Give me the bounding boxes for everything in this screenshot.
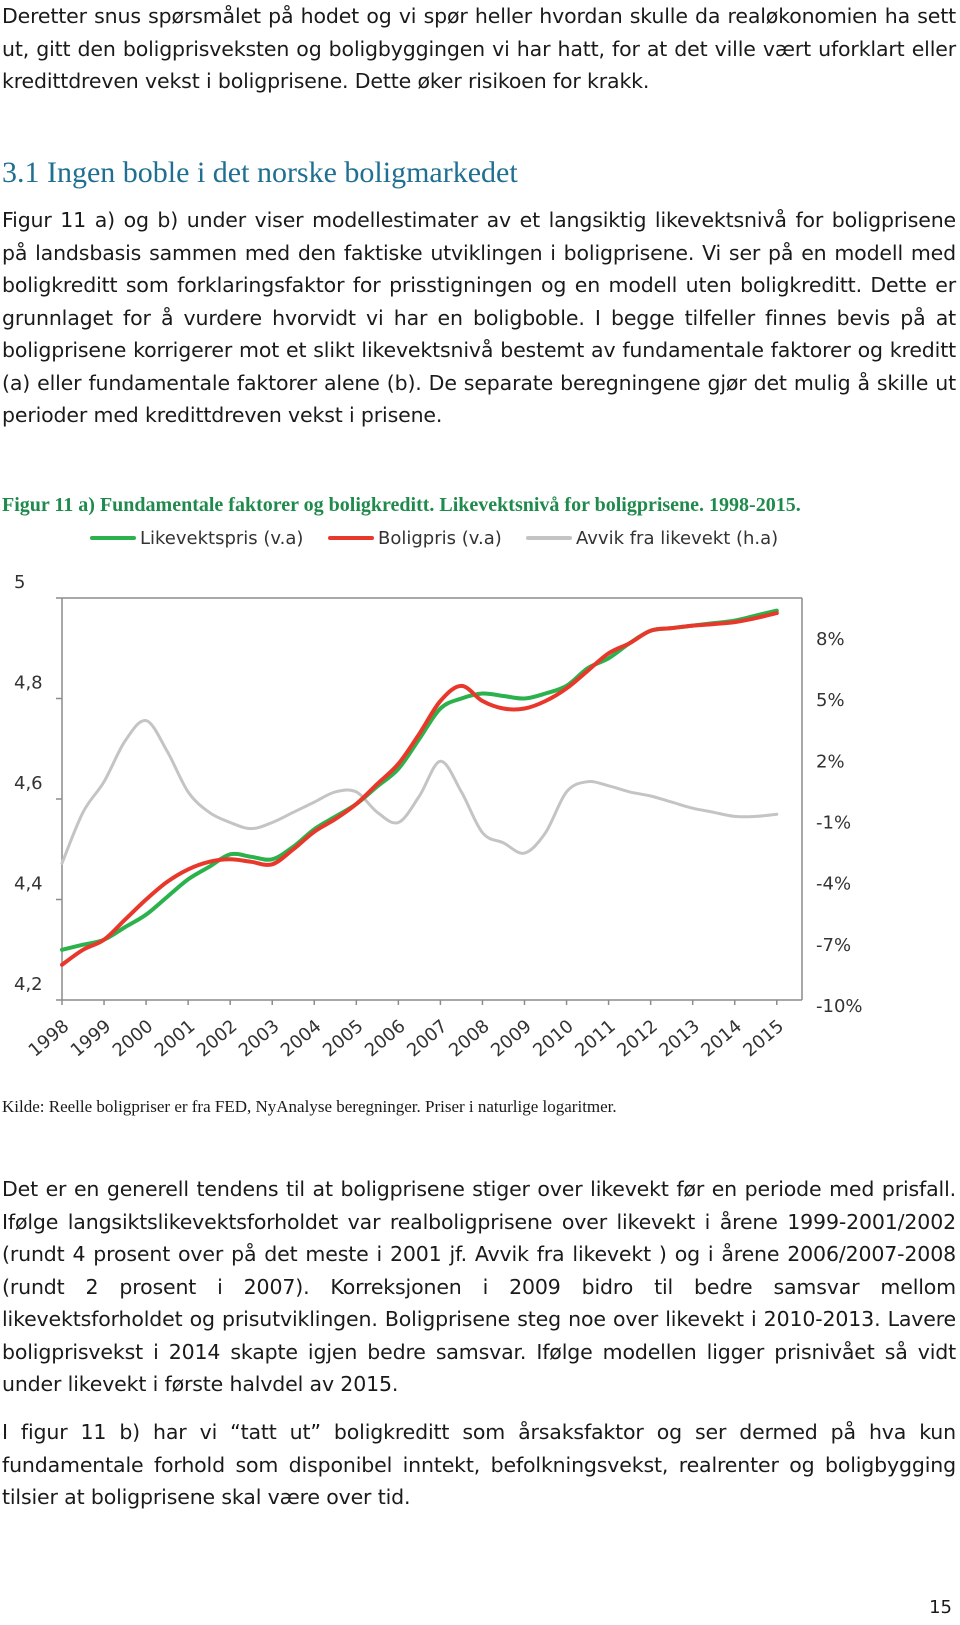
x-tick-label: 2006: [360, 1015, 410, 1062]
y-right-tick-label: -7%: [816, 934, 852, 956]
figure-title: Figur 11 a) Fundamentale faktorer og boligkreditt. Likevektsnivå for boligprisene. 1998-2015.: [2, 494, 801, 516]
chart-legend: [92, 528, 778, 549]
intro-paragraph: Deretter snus spørsmålet på hodet og vi spør heller hvordan skulle da realøkonomien ha sett ut, gitt den boligprisveksten og boligbyggingen vi har hatt, for at det ville vært uforklart eller kredittdreven vekst i boligprisene. Dette øker risikoen for krakk.: [2, 4, 956, 93]
x-tick-label: 2011: [571, 1015, 620, 1062]
x-tick-label: 2003: [234, 1015, 284, 1062]
y-left-tick-label: 4,8: [14, 672, 43, 694]
x-tick-label: 2009: [487, 1015, 536, 1062]
chart-lines: [62, 611, 777, 965]
y-left-tick-label: 4,6: [14, 773, 43, 794]
x-tick-label: 2010: [529, 1015, 578, 1062]
x-tick-label: 2012: [613, 1015, 662, 1062]
y-left-tick-label: 4,2: [14, 974, 43, 995]
y-right-tick-label: -10%: [816, 996, 863, 1017]
y-left-tick-label: 5: [14, 572, 26, 593]
page-number: 15: [929, 1597, 952, 1618]
x-tick-label: 2001: [150, 1015, 200, 1062]
y-right-tick-label: 8%: [816, 629, 845, 650]
y-left-tick-label: 4,4: [14, 873, 43, 895]
legend-label: Avvik fra likevekt (h.a): [576, 528, 779, 549]
y-right-tick-label: -1%: [816, 812, 852, 834]
x-tick-label: 1999: [66, 1015, 116, 1062]
legend-label: Boligpris (v.a): [378, 528, 502, 549]
line-chart: [0, 520, 960, 1080]
analysis-paragraph: Det er en generell tendens til at boligprisene stiger over likevekt før en periode med prisfall. Ifølge langsiktslikevektsforholdet var realboligprisene over likevekt i årene 1999-2001/2002 (rundt 4 prosent over på det meste i 2001 jf. Avvik fra likevekt ) og i årene 2006/2007-2008 (rundt 2 prosent i 2007). Korreksjonen i 2009 bidro til bedre samsvar mellom likevektsforholdet og prisutviklingen. Boligprisene steg noe over likevekt i 2010-2013. Lavere boligprisvekst i 2014 skapte igjen bedre samsvar. Ifølge modellen ligger prisnivået så vidt under likevekt i første halvdel av 2015.: [2, 1177, 956, 1396]
x-tick-label: 2000: [108, 1015, 158, 1062]
x-tick-label: 2013: [655, 1015, 704, 1062]
x-tick-label: 2004: [276, 1015, 326, 1062]
x-tick-label: 2007: [403, 1015, 452, 1062]
section-heading: 3.1 Ingen boble i det norske boligmarkedet: [2, 156, 518, 189]
y-right-tick-label: -4%: [816, 873, 852, 895]
x-tick-label: 2015: [739, 1015, 788, 1062]
y-right-tick-label: 2%: [816, 751, 845, 773]
equilibrium-price-line: [62, 611, 777, 950]
x-tick-label: 2002: [192, 1015, 242, 1062]
legend-label: Likevektspris (v.a): [140, 528, 304, 549]
y-right-tick-label: 5%: [816, 690, 845, 712]
house-price-line: [62, 613, 777, 965]
x-tick-label: 2008: [445, 1015, 494, 1062]
x-tick-label: 2005: [318, 1015, 368, 1062]
x-tick-label: 2014: [697, 1015, 746, 1062]
figure-intro-paragraph: Figur 11 a) og b) under viser modellestimater av et langsiktig likevektsnivå for boligprisene på landsbasis sammen med den faktiske utviklingen i boligprisene. Vi ser på en modell med boligkreditt som forklaringsfaktor for prisstigningen og en modell uten boligkreditt. Dette er grunnlaget for å vurdere hvorvidt vi har en boligboble. I begge tilfeller finnes bevis på at boligprisene korrigerer mot et slikt likevektsnivå bestemt av fundamentale faktorer og kreditt (a) eller fundamentale faktorer alene (b). De separate beregningene gjør det mulig å skille ut perioder med kredittdreven vekst i prisene.: [2, 208, 956, 427]
figure-source: Kilde: Reelle boligpriser er fra FED, NyAnalyse beregninger. Priser i naturlige logaritmer.: [2, 1097, 617, 1116]
x-tick-label: 1998: [24, 1015, 74, 1062]
closing-paragraph: I figur 11 b) har vi “tatt ut” boligkreditt som årsaksfaktor og ser dermed på hva kun fundamentale forhold som disponibel inntekt, befolkningsvekst, realrenter og boligbygging tilsier at boligprisene skal være over tid.: [2, 1420, 956, 1509]
